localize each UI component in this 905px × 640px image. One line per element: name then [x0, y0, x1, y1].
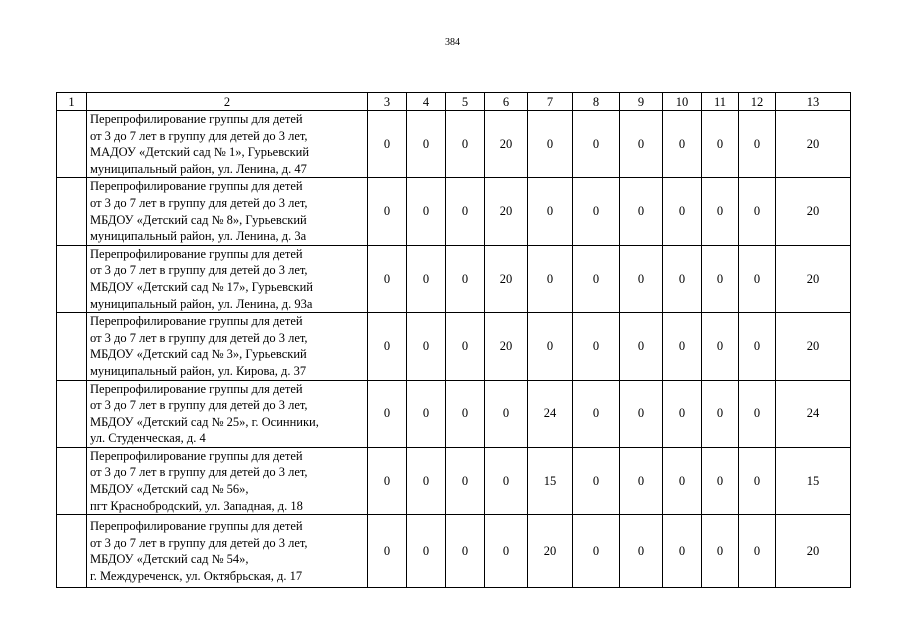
column-number-2: 2 — [87, 93, 368, 111]
value-cell-col-7: 15 — [528, 447, 573, 514]
description-line: Перепрофилирование группы для детей — [90, 246, 303, 261]
value-cell-col-12: 0 — [739, 515, 776, 588]
value-cell-col-8: 0 — [573, 111, 620, 178]
description-line: от 3 до 7 лет в группу для детей до 3 лет, — [90, 128, 308, 143]
value-cell-col-3: 0 — [368, 515, 407, 588]
description-line: муниципальный район, ул. Ленина, д. 93а — [90, 296, 313, 311]
description-line: муниципальный район, ул. Ленина, д. 3а — [90, 229, 307, 244]
description-line: МБДОУ «Детский сад № 8», Гурьевский — [90, 212, 307, 227]
table-row — [57, 313, 851, 380]
column-number-10: 10 — [663, 93, 702, 111]
value-cell-col-11: 0 — [702, 245, 739, 312]
value-cell-col-9: 0 — [620, 111, 663, 178]
value-cell-col-13: 20 — [776, 313, 851, 380]
value-cell-col-4: 0 — [407, 111, 446, 178]
row-number-cell — [57, 313, 87, 380]
value-cell-col-9: 0 — [620, 313, 663, 380]
table-row — [57, 515, 851, 588]
value-cell-col-4: 0 — [407, 313, 446, 380]
value-cell-col-13: 20 — [776, 178, 851, 245]
description-line: МБДОУ «Детский сад № 3», Гурьевский — [90, 347, 307, 362]
value-cell-col-6: 20 — [485, 178, 528, 245]
value-cell-col-9: 0 — [620, 515, 663, 588]
value-cell-col-6: 0 — [485, 447, 528, 514]
table-row — [57, 447, 851, 514]
column-number-12: 12 — [739, 93, 776, 111]
value-cell-col-10: 0 — [663, 515, 702, 588]
value-cell-col-5: 0 — [446, 111, 485, 178]
value-cell-col-8: 0 — [573, 313, 620, 380]
value-cell-col-3: 0 — [368, 178, 407, 245]
description-line: Перепрофилирование группы для детей — [90, 179, 303, 194]
row-number-cell — [57, 111, 87, 178]
value-cell-col-9: 0 — [620, 447, 663, 514]
value-cell-col-12: 0 — [739, 380, 776, 447]
value-cell-col-9: 0 — [620, 380, 663, 447]
value-cell-col-11: 0 — [702, 111, 739, 178]
value-cell-col-10: 0 — [663, 178, 702, 245]
description-cell — [87, 380, 368, 447]
value-cell-col-12: 0 — [739, 447, 776, 514]
description-line: от 3 до 7 лет в группу для детей до 3 лет, — [90, 465, 308, 480]
description-cell — [87, 313, 368, 380]
value-cell-col-3: 0 — [368, 380, 407, 447]
description-line: Перепрофилирование группы для детей — [90, 519, 303, 534]
value-cell-col-3: 0 — [368, 245, 407, 312]
header-row — [57, 93, 851, 111]
description-line: МАДОУ «Детский сад № 1», Гурьевский — [90, 145, 310, 160]
value-cell-col-13: 15 — [776, 447, 851, 514]
value-cell-col-7: 0 — [528, 111, 573, 178]
value-cell-col-3: 0 — [368, 313, 407, 380]
value-cell-col-4: 0 — [407, 515, 446, 588]
value-cell-col-7: 0 — [528, 313, 573, 380]
description-line: от 3 до 7 лет в группу для детей до 3 лет, — [90, 398, 308, 413]
description-line: пгт Краснобродский, ул. Западная, д. 18 — [90, 498, 303, 513]
value-cell-col-8: 0 — [573, 178, 620, 245]
value-cell-col-5: 0 — [446, 313, 485, 380]
value-cell-col-13: 20 — [776, 245, 851, 312]
value-cell-col-5: 0 — [446, 447, 485, 514]
value-cell-col-6: 0 — [485, 380, 528, 447]
value-cell-col-13: 24 — [776, 380, 851, 447]
value-cell-col-5: 0 — [446, 380, 485, 447]
value-cell-col-10: 0 — [663, 111, 702, 178]
value-cell-col-7: 24 — [528, 380, 573, 447]
value-cell-col-6: 20 — [485, 313, 528, 380]
column-number-7: 7 — [528, 93, 573, 111]
value-cell-col-5: 0 — [446, 515, 485, 588]
column-number-6: 6 — [485, 93, 528, 111]
description-line: Перепрофилирование группы для детей — [90, 381, 303, 396]
value-cell-col-3: 0 — [368, 447, 407, 514]
value-cell-col-7: 0 — [528, 178, 573, 245]
value-cell-col-9: 0 — [620, 178, 663, 245]
value-cell-col-12: 0 — [739, 313, 776, 380]
value-cell-col-11: 0 — [702, 447, 739, 514]
data-table — [56, 92, 851, 588]
table-body — [57, 93, 851, 588]
row-number-cell — [57, 245, 87, 312]
description-cell — [87, 447, 368, 514]
column-number-1: 1 — [57, 93, 87, 111]
description-line: от 3 до 7 лет в группу для детей до 3 лет, — [90, 263, 308, 278]
page-number: 384 — [445, 37, 460, 48]
value-cell-col-12: 0 — [739, 178, 776, 245]
value-cell-col-7: 0 — [528, 245, 573, 312]
value-cell-col-4: 0 — [407, 245, 446, 312]
table-row — [57, 245, 851, 312]
value-cell-col-3: 0 — [368, 111, 407, 178]
column-number-13: 13 — [776, 93, 851, 111]
description-line: от 3 до 7 лет в группу для детей до 3 лет, — [90, 330, 308, 345]
value-cell-col-6: 0 — [485, 515, 528, 588]
value-cell-col-13: 20 — [776, 111, 851, 178]
row-number-cell — [57, 178, 87, 245]
value-cell-col-8: 0 — [573, 515, 620, 588]
value-cell-col-7: 20 — [528, 515, 573, 588]
description-line: Перепрофилирование группы для детей — [90, 448, 303, 463]
description-line: муниципальный район, ул. Ленина, д. 47 — [90, 161, 307, 176]
table-row — [57, 111, 851, 178]
value-cell-col-5: 0 — [446, 245, 485, 312]
value-cell-col-12: 0 — [739, 245, 776, 312]
value-cell-col-5: 0 — [446, 178, 485, 245]
value-cell-col-4: 0 — [407, 178, 446, 245]
value-cell-col-4: 0 — [407, 380, 446, 447]
value-cell-col-10: 0 — [663, 447, 702, 514]
description-line: ул. Студенческая, д. 4 — [90, 431, 206, 446]
description-cell — [87, 178, 368, 245]
description-line: МБДОУ «Детский сад № 56», — [90, 482, 249, 497]
description-line: Перепрофилирование группы для детей — [90, 314, 303, 329]
column-number-8: 8 — [573, 93, 620, 111]
description-line: МБДОУ «Детский сад № 54», — [90, 552, 249, 567]
value-cell-col-8: 0 — [573, 447, 620, 514]
value-cell-col-8: 0 — [573, 245, 620, 312]
value-cell-col-6: 20 — [485, 245, 528, 312]
column-number-11: 11 — [702, 93, 739, 111]
column-number-5: 5 — [446, 93, 485, 111]
description-line: от 3 до 7 лет в группу для детей до 3 лет, — [90, 535, 308, 550]
row-number-cell — [57, 515, 87, 588]
column-number-9: 9 — [620, 93, 663, 111]
description-line: МБДОУ «Детский сад № 25», г. Осинники, — [90, 414, 319, 429]
row-number-cell — [57, 447, 87, 514]
value-cell-col-10: 0 — [663, 245, 702, 312]
value-cell-col-4: 0 — [407, 447, 446, 514]
value-cell-col-11: 0 — [702, 515, 739, 588]
description-line: МБДОУ «Детский сад № 17», Гурьевский — [90, 279, 313, 294]
value-cell-col-10: 0 — [663, 313, 702, 380]
description-cell — [87, 515, 368, 588]
row-number-cell — [57, 380, 87, 447]
table-row — [57, 178, 851, 245]
value-cell-col-6: 20 — [485, 111, 528, 178]
table-row — [57, 380, 851, 447]
column-number-4: 4 — [407, 93, 446, 111]
column-number-3: 3 — [368, 93, 407, 111]
description-line: Перепрофилирование группы для детей — [90, 112, 303, 126]
value-cell-col-12: 0 — [739, 111, 776, 178]
value-cell-col-8: 0 — [573, 380, 620, 447]
value-cell-col-10: 0 — [663, 380, 702, 447]
value-cell-col-11: 0 — [702, 313, 739, 380]
value-cell-col-9: 0 — [620, 245, 663, 312]
description-line: от 3 до 7 лет в группу для детей до 3 лет, — [90, 195, 308, 210]
description-line: муниципальный район, ул. Кирова, д. 37 — [90, 363, 307, 378]
description-cell — [87, 111, 368, 178]
value-cell-col-11: 0 — [702, 178, 739, 245]
value-cell-col-11: 0 — [702, 380, 739, 447]
description-cell — [87, 245, 368, 312]
value-cell-col-13: 20 — [776, 515, 851, 588]
description-line: г. Междуреченск, ул. Октябрьская, д. 17 — [90, 568, 303, 583]
